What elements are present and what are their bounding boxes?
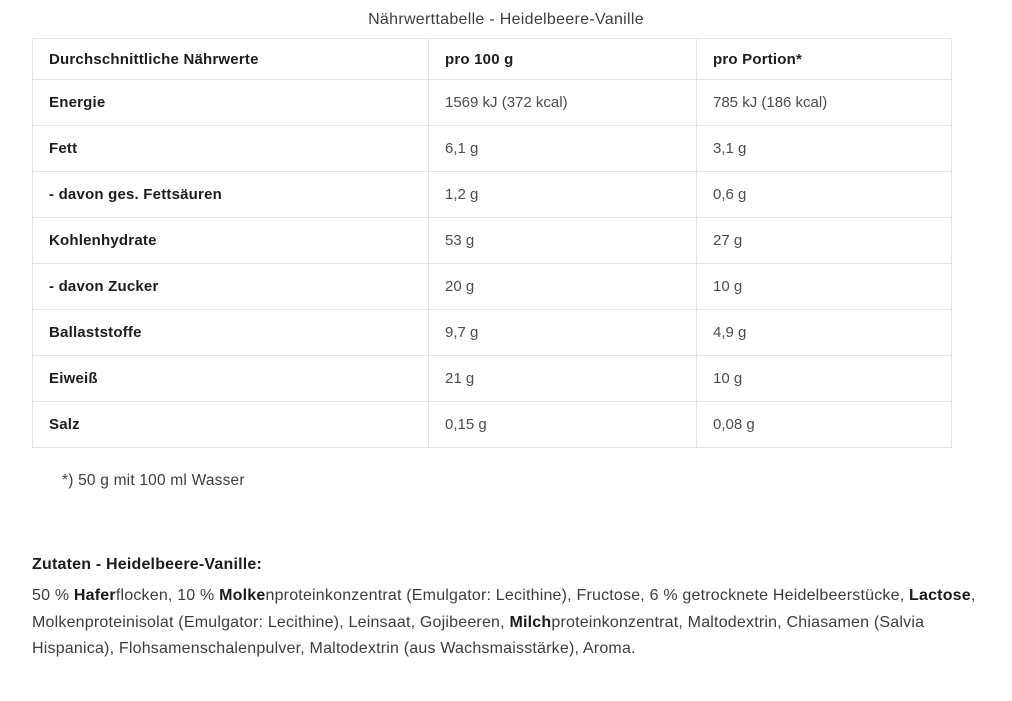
nutrient-label: Energie: [33, 80, 429, 126]
value-per-portion: 3,1 g: [697, 126, 952, 172]
page-title: Nährwerttabelle - Heidelbeere-Vanille: [368, 11, 644, 28]
value-per-100g: 0,15 g: [429, 402, 697, 448]
table-row: [33, 310, 952, 356]
value-per-100g: 21 g: [429, 356, 697, 402]
value-per-100g: 20 g: [429, 264, 697, 310]
ingredient-text: flocken, 10 %: [115, 587, 220, 604]
nutrient-label: Ballaststoffe: [33, 310, 429, 356]
table-header-row: [33, 39, 952, 80]
nutrition-table: [32, 38, 952, 448]
ingredients-section: [32, 556, 984, 663]
ingredient-text: 50 %: [32, 587, 74, 604]
value-per-100g: 9,7 g: [429, 310, 697, 356]
ingredients-heading: Zutaten - Heidelbeere-Vanille:: [32, 556, 263, 573]
ingredient-highlighted: Hafer: [73, 587, 116, 604]
ingredient-text: nproteinkonzentrat (Emulgator: Lecithine), Fructose, 6 % getrocknete Heidelbeerstücke,: [265, 587, 909, 604]
value-per-portion: 0,08 g: [697, 402, 952, 448]
portion-footnote: *) 50 g mit 100 ml Wasser: [62, 472, 245, 489]
column-header-per-100g: pro 100 g: [429, 39, 697, 80]
nutrient-label: Eiweiß: [33, 356, 429, 402]
nutrient-label: Fett: [33, 126, 429, 172]
value-per-portion: 0,6 g: [697, 172, 952, 218]
value-per-100g: 6,1 g: [429, 126, 697, 172]
ingredient-highlighted: Milch: [509, 613, 552, 631]
table-row: [33, 126, 952, 172]
ingredients-list: [32, 583, 984, 663]
value-per-100g: 53 g: [429, 218, 697, 264]
nutrient-label: - davon Zucker: [33, 264, 429, 310]
nutrient-label: Salz: [33, 402, 429, 448]
ingredient-text: proteinkonzentrat, Maltodextrin, Chiasamen (Salvia Hispanica), Flohsamenschalenpulver, Maltodextrin (aus Wachsmaisstärke), Aroma.: [32, 613, 925, 657]
table-row: [33, 356, 952, 402]
ingredient-highlighted: Lactose: [909, 587, 971, 604]
value-per-100g: 1,2 g: [429, 172, 697, 218]
ingredient-text: , Molkenproteinisolat (Emulgator: Lecithine), Leinsaat, Gojibeeren,: [32, 587, 976, 631]
value-per-portion: 10 g: [697, 264, 952, 310]
table-row: [33, 218, 952, 264]
value-per-portion: 785 kJ (186 kcal): [697, 80, 952, 126]
value-per-100g: 1569 kJ (372 kcal): [429, 80, 697, 126]
table-row: [33, 172, 952, 218]
column-header-nutrients: Durchschnittliche Nährwerte: [33, 39, 429, 80]
ingredient-highlighted: Molke: [219, 587, 266, 604]
value-per-portion: 4,9 g: [697, 310, 952, 356]
nutrient-label: Kohlenhydrate: [33, 218, 429, 264]
table-row: [33, 402, 952, 448]
value-per-portion: 27 g: [697, 218, 952, 264]
value-per-portion: 10 g: [697, 356, 952, 402]
nutrition-table-body: [33, 80, 952, 448]
table-row: [33, 80, 952, 126]
column-header-per-portion: pro Portion*: [697, 39, 952, 80]
table-row: [33, 264, 952, 310]
nutrient-label: - davon ges. Fettsäuren: [33, 172, 429, 218]
